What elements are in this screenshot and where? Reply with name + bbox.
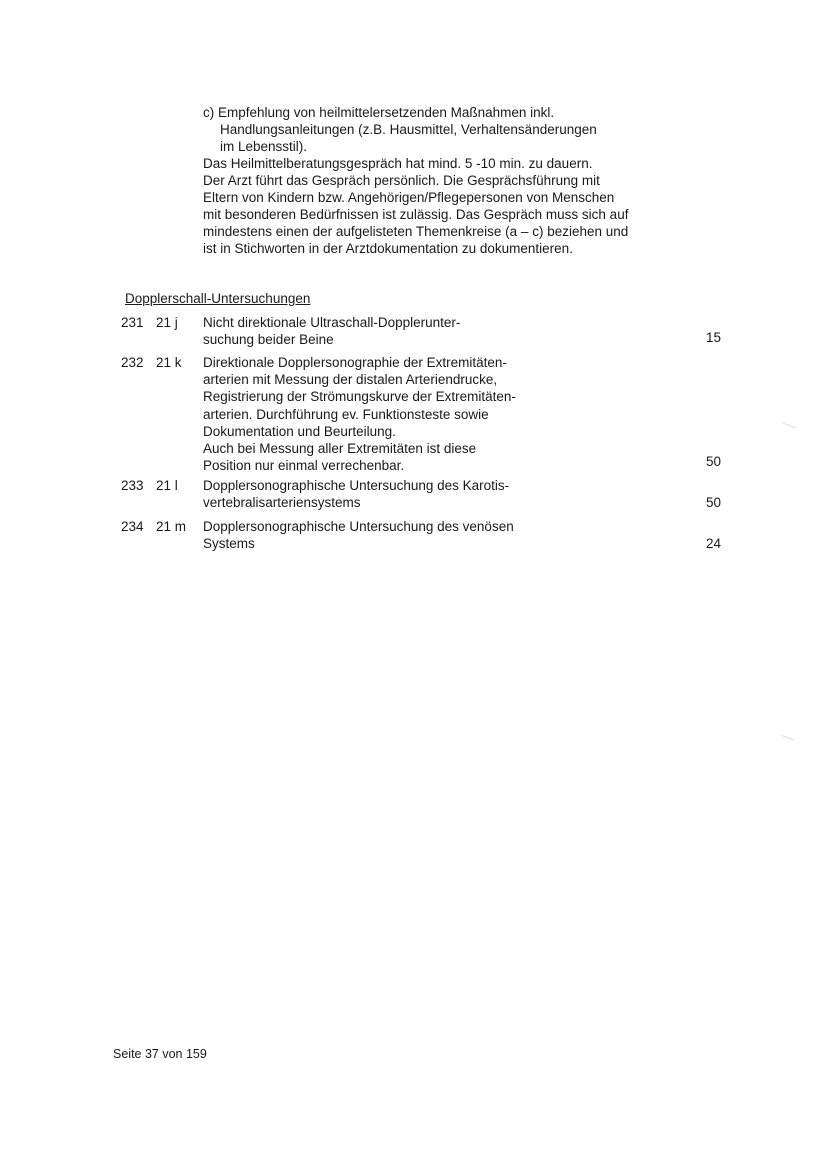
- entry-points: 15: [705, 330, 721, 345]
- scan-speck: [782, 423, 797, 432]
- entry-points: 50: [705, 495, 721, 510]
- entry-description-line: vertebralisarteriensystems: [203, 495, 361, 511]
- entry-description-line: arterien. Durchführung ev. Funktionsteste sowie: [203, 406, 489, 422]
- intro-item-c-line: im Lebensstil).: [220, 139, 308, 154]
- entry-description-line: Registrierung der Strömungskurve der Extremitäten-: [203, 389, 516, 405]
- intro-paragraph-line: Eltern von Kindern bzw. Angehörigen/Pflegepersonen von Menschen: [203, 190, 615, 205]
- entry-code: 21 j: [156, 315, 178, 330]
- entry-points: 50: [705, 454, 721, 469]
- entry-number: 231: [121, 315, 144, 330]
- entry-number: 234: [121, 519, 144, 534]
- entry-number: 233: [121, 478, 144, 493]
- entry-description-line: Direktionale Dopplersonographie der Extremitäten-: [203, 355, 507, 370]
- entry-description-line: Dopplersonographische Untersuchung des venösen: [203, 519, 514, 534]
- entry-description: [203, 314, 460, 348]
- section-title: Dopplerschall-Untersuchungen: [125, 291, 311, 306]
- page-number: Seite 37 von 159: [113, 1047, 207, 1061]
- intro-paragraph-line: Das Heilmittelberatungsgespräch hat mind. 5 -10 min. zu dauern.: [203, 156, 593, 171]
- entry-code: 21 l: [156, 478, 178, 493]
- scan-speck: [780, 735, 795, 744]
- entry-code: 21 k: [156, 355, 182, 370]
- entry-description-line: Position nur einmal verrechenbar.: [203, 458, 405, 474]
- intro-item-c-line: c) Empfehlung von heilmittelersetzenden Maßnahmen inkl.: [203, 105, 555, 120]
- entry-description-line: Dopplersonographische Untersuchung des Karotis-: [203, 478, 510, 493]
- entry-description-line: Dokumentation und Beurteilung.: [203, 423, 396, 439]
- entry-description-line: Auch bei Messung aller Extremitäten ist diese: [203, 441, 477, 457]
- entry-code: 21 m: [156, 519, 187, 534]
- entry-description: [203, 518, 514, 552]
- entry-description: [203, 354, 516, 474]
- entry-description-line: suchung beider Beine: [203, 332, 334, 348]
- entry-number: 232: [121, 355, 144, 370]
- intro-paragraph-line: ist in Stichworten in der Arztdokumentation zu dokumentieren.: [203, 241, 573, 256]
- intro-paragraph-line: mindestens einen der aufgelisteten Themenkreise (a – c) beziehen und: [203, 224, 629, 239]
- entry-description-line: arterien mit Messung der distalen Arteriendrucke,: [203, 372, 498, 388]
- intro-paragraph-line: mit besonderen Bedürfnissen ist zulässig. Das Gespräch muss sich auf: [203, 207, 629, 222]
- entry-description-line: Nicht direktionale Ultraschall-Dopplerunter-: [203, 315, 461, 330]
- entry-points: 24: [705, 536, 721, 551]
- entry-description: [203, 477, 509, 511]
- entry-description-line: Systems: [203, 536, 255, 552]
- intro-paragraph-line: Der Arzt führt das Gespräch persönlich. Die Gesprächsführung mit: [203, 173, 600, 188]
- intro-item-c-line: Handlungsanleitungen (z.B. Hausmittel, Verhaltensänderungen: [220, 122, 597, 137]
